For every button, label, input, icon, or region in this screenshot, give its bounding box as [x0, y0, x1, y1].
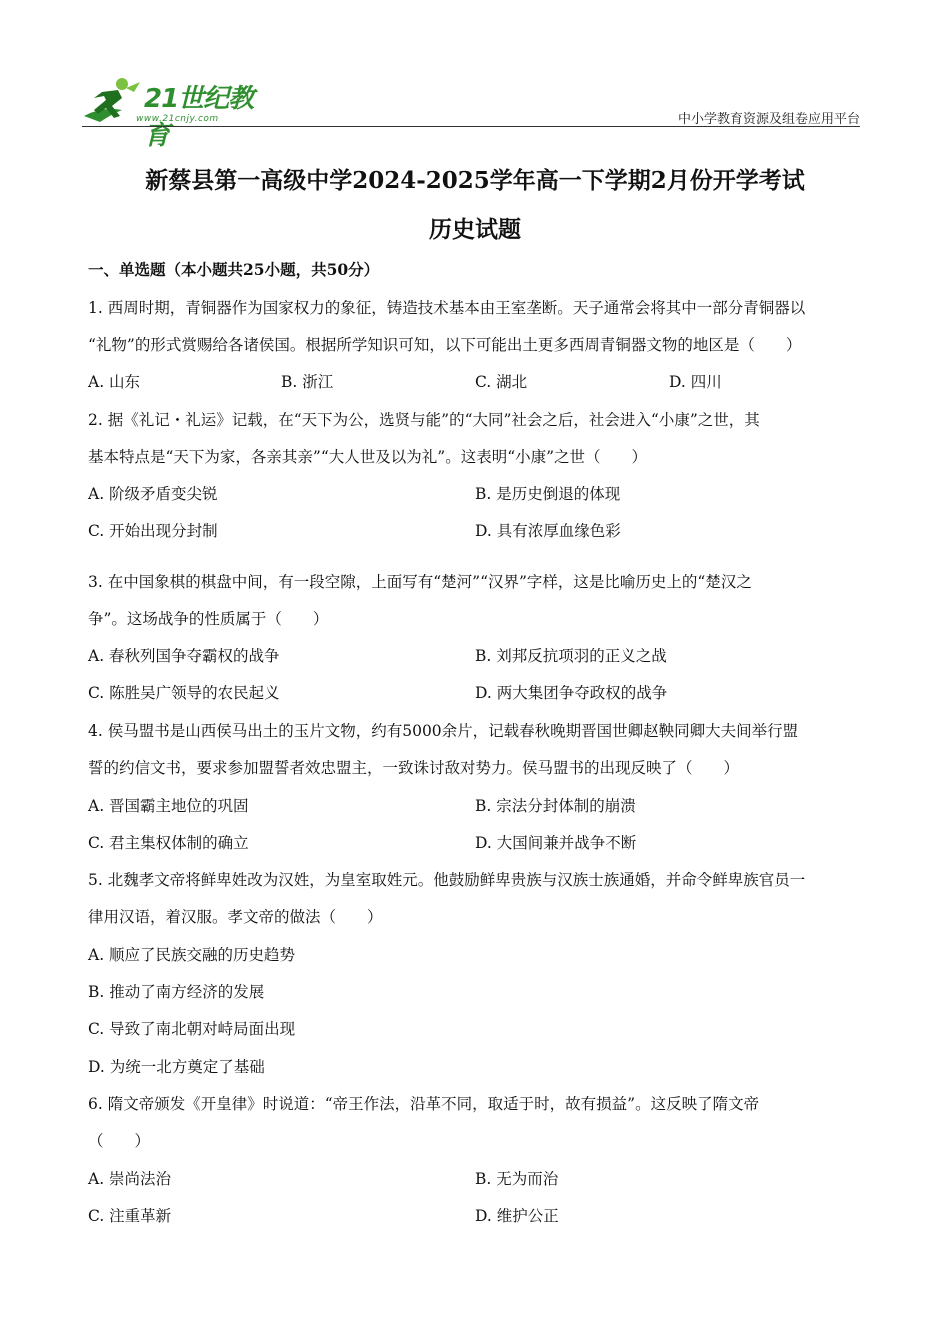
question-1-line-2: “礼物”的形式赏赐给各诸侯国。根据所学知识可知，以下可能出土更多西周青铜器文物的地区是（ ）	[88, 336, 802, 354]
logo-text: 21世纪教育	[144, 84, 254, 151]
question-5-option-d[interactable]: D. 为统一北方奠定了基础	[88, 1058, 265, 1076]
question-2-option-d[interactable]: D. 具有浓厚血缘色彩	[475, 522, 621, 540]
question-5-option-b[interactable]: B. 推动了南方经济的发展	[88, 983, 265, 1001]
question-4-option-d[interactable]: D. 大国间兼并战争不断	[475, 834, 637, 852]
page-header	[82, 70, 860, 151]
exam-title: 新蔡县第一高级中学2024-2025学年高一下学期2月份开学考试	[145, 167, 805, 194]
question-6-option-b[interactable]: B. 无为而治	[475, 1170, 559, 1188]
question-2-option-c[interactable]: C. 开始出现分封制	[88, 522, 218, 540]
question-5-line-1: 5. 北魏孝文帝将鲜卑姓改为汉姓，为皇室取姓元。他鼓励鲜卑贵族与汉族士族通婚，并命令鲜卑族官员一	[88, 871, 806, 889]
runner-logo-icon	[82, 76, 142, 128]
question-2-line-2: 基本特点是“天下为家，各亲其亲”“大人世及以为礼”。这表明“小康”之世（ ）	[88, 448, 648, 466]
question-1-option-c[interactable]: C. 湖北	[475, 373, 528, 391]
logo-url: www.21cnjy.com	[136, 114, 219, 124]
question-6-option-d[interactable]: D. 维护公正	[475, 1207, 559, 1225]
header-divider	[82, 126, 860, 127]
question-2-option-b[interactable]: B. 是历史倒退的体现	[475, 485, 621, 503]
question-3-option-a[interactable]: A. 春秋列国争夺霸权的战争	[88, 647, 280, 665]
question-4-line-1: 4. 侯马盟书是山西侯马出土的玉片文物，约有5000余片，记载春秋晚期晋国世卿赵鞅同卿大夫间举行盟	[88, 722, 799, 740]
question-1-option-b[interactable]: B. 浙江	[281, 373, 334, 391]
question-4-option-c[interactable]: C. 君主集权体制的确立	[88, 834, 249, 852]
question-5-line-2: 律用汉语，着汉服。孝文帝的做法（ ）	[88, 908, 383, 926]
question-6-option-c[interactable]: C. 注重革新	[88, 1207, 172, 1225]
section-heading: 一、单选题（本小题共25小题，共50分）	[88, 260, 380, 279]
question-6-line-2: （ ）	[88, 1132, 151, 1150]
question-2-line-1: 2. 据《礼记・礼运》记载，在“天下为公，选贤与能”的“大同”社会之后，社会进入“小康”之世，其	[88, 411, 760, 429]
question-6-option-a[interactable]: A. 崇尚法治	[88, 1170, 172, 1188]
question-2-option-a[interactable]: A. 阶级矛盾变尖锐	[88, 485, 218, 503]
question-3-option-c[interactable]: C. 陈胜吴广领导的农民起义	[88, 684, 280, 702]
question-1-option-a[interactable]: A. 山东	[88, 373, 141, 391]
question-5-option-c[interactable]: C. 导致了南北朝对峙局面出现	[88, 1020, 296, 1038]
platform-name: 中小学教育资源及组卷应用平台	[677, 112, 860, 127]
question-4-option-a[interactable]: A. 晋国霸主地位的巩固	[88, 797, 249, 815]
question-5-option-a[interactable]: A. 顺应了民族交融的历史趋势	[88, 946, 296, 964]
question-4-line-2: 誓的约信文书，要求参加盟誓者效忠盟主，一致诛讨敌对势力。侯马盟书的出现反映了（ ）	[88, 759, 740, 777]
question-1-option-d[interactable]: D. 四川	[669, 373, 722, 391]
question-4-option-b[interactable]: B. 宗法分封体制的崩溃	[475, 797, 636, 815]
question-3-line-2: 争”。这场战争的性质属于（ ）	[88, 610, 329, 628]
logo	[82, 76, 272, 151]
question-1-line-1: 1. 西周时期，青铜器作为国家权力的象征，铸造技术基本由王室垄断。天子通常会将其中一部分青铜器以	[88, 299, 806, 317]
exam-subject: 历史试题	[429, 216, 521, 243]
question-3-option-b[interactable]: B. 刘邦反抗项羽的正义之战	[475, 647, 667, 665]
question-6-line-1: 6. 隋文帝颁发《开皇律》时说道：“帝王作法，沿革不同，取适于时，故有损益”。这反映了隋文帝	[88, 1095, 760, 1113]
question-3-line-1: 3. 在中国象棋的棋盘中间，有一段空隙，上面写有“楚河”“汉界”字样，这是比喻历史上的“楚汉之	[88, 573, 752, 591]
question-3-option-d[interactable]: D. 两大集团争夺政权的战争	[475, 684, 668, 702]
